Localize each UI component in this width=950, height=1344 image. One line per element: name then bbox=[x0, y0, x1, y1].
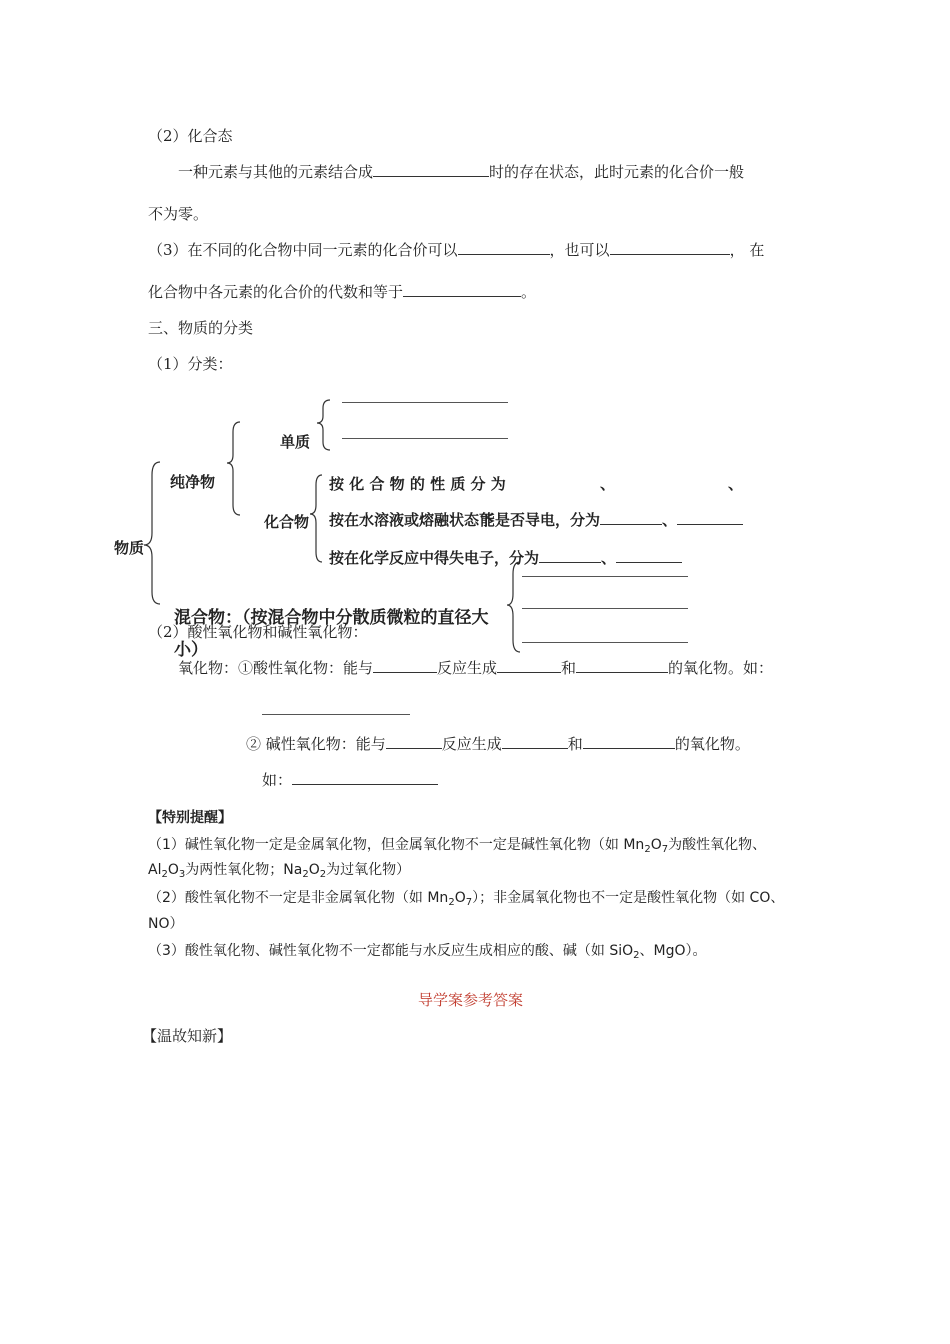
element-brace bbox=[317, 400, 330, 450]
acid-example-blank[interactable] bbox=[262, 714, 410, 715]
text: O bbox=[650, 837, 662, 853]
text: 如： bbox=[262, 771, 293, 789]
text: ，分为 bbox=[494, 549, 540, 567]
text: 为两性氧化物；Na bbox=[185, 862, 303, 878]
text: ，也可以 bbox=[549, 241, 610, 259]
text: ② 碱性氧化物：能与 bbox=[246, 735, 386, 753]
pure-brace bbox=[227, 422, 240, 515]
compound-rule-conductivity bbox=[329, 510, 743, 530]
compound-brace bbox=[310, 475, 322, 562]
mixture-blank-1[interactable] bbox=[522, 576, 688, 577]
review-heading: 【温故知新】 bbox=[142, 1027, 233, 1045]
text: 能是否导电，分为 bbox=[480, 511, 601, 529]
text: 、 bbox=[662, 511, 678, 529]
text: 、 bbox=[601, 549, 617, 567]
reminder-point-2 bbox=[148, 888, 784, 913]
blank-base-3[interactable] bbox=[583, 734, 675, 749]
text: O bbox=[308, 862, 320, 878]
element-blank-2[interactable] bbox=[342, 438, 508, 439]
text: 的氧化物。如： bbox=[668, 659, 774, 677]
sub-heading-classification: （1）分类： bbox=[148, 355, 233, 373]
subscript: 7 bbox=[661, 844, 669, 855]
text: 时的存在状态，此时元素的化合价一般 bbox=[489, 163, 745, 181]
compound-rule-properties: 按 化 合 物 的 性 质 分 为 bbox=[329, 475, 506, 493]
text: O bbox=[454, 890, 466, 906]
text: 化合物中各元素的化合价的代数和等于 bbox=[148, 283, 404, 301]
text: （1）碱性氧化物一定是金属氧化物，但金属氧化物不一定是碱性氧化物（如 Mn bbox=[148, 837, 645, 853]
subscript: 2 bbox=[302, 869, 309, 880]
blank-base-2[interactable] bbox=[502, 734, 568, 749]
heading-combined-state: （2）化合态 bbox=[148, 127, 233, 145]
subscript: 2 bbox=[633, 950, 640, 961]
blank-nonelectrolyte[interactable] bbox=[677, 510, 743, 525]
text: 的氧化物。 bbox=[674, 735, 750, 753]
compound-rule-electrons bbox=[329, 548, 682, 568]
text: 和 bbox=[561, 659, 577, 677]
text: 为过氧化物） bbox=[326, 862, 411, 878]
tree-compound: 化合物 bbox=[264, 513, 310, 531]
reminder-point-2-cont: NO） bbox=[148, 916, 184, 932]
text: 按在水溶液或熔融状态下 bbox=[329, 511, 495, 529]
text: O bbox=[167, 862, 179, 878]
separator: 、 bbox=[728, 475, 744, 493]
blank-oxidant[interactable] bbox=[539, 548, 601, 563]
text: Al bbox=[148, 862, 162, 878]
subscript: 2 bbox=[161, 869, 168, 880]
subscript: 7 bbox=[465, 897, 473, 908]
subscript: 2 bbox=[319, 869, 327, 880]
reminder-point-1 bbox=[148, 835, 766, 860]
text: （3）在不同的化合物中同一元素的化合价可以 bbox=[148, 241, 458, 259]
mixture-blank-2[interactable] bbox=[522, 608, 688, 609]
text: 、MgO）。 bbox=[639, 943, 707, 959]
acidic-oxide-line bbox=[178, 658, 773, 678]
reminder-point-3 bbox=[148, 941, 707, 966]
text: 一种元素与其他的元素结合成 bbox=[178, 163, 374, 181]
blank-acid-1[interactable] bbox=[373, 658, 437, 673]
section-heading-classification: 三、物质的分类 bbox=[148, 319, 254, 337]
blank-acid-3[interactable] bbox=[576, 658, 668, 673]
blank-base-example[interactable] bbox=[292, 770, 438, 785]
text: （2）酸性氧化物不一定是非金属氧化物（如 Mn bbox=[148, 890, 449, 906]
reminder-title: 【特别提醒】 bbox=[148, 810, 232, 826]
subscript: 2 bbox=[448, 897, 455, 908]
basic-oxide-line bbox=[246, 734, 750, 754]
basic-oxide-example bbox=[262, 770, 438, 790]
tree-pure-substance: 纯净物 bbox=[170, 473, 216, 491]
separator: 、 bbox=[600, 475, 616, 493]
blank-reductant[interactable] bbox=[616, 548, 682, 563]
text: ）；非金属氧化物也不一定是酸性氧化物（如 CO、 bbox=[472, 890, 785, 906]
text: 。 bbox=[521, 283, 537, 301]
tree-element: 单质 bbox=[280, 433, 311, 451]
subscript: 3 bbox=[178, 869, 186, 880]
blank-electrolyte[interactable] bbox=[600, 510, 662, 525]
section-heading-oxides: （2）酸性氧化物和碱性氧化物： bbox=[148, 623, 368, 641]
tree-mixture-cont: 小） bbox=[174, 640, 208, 660]
mixture-blank-3[interactable] bbox=[522, 642, 688, 643]
tree-root-substance: 物质 bbox=[114, 539, 145, 557]
text: 反应生成 bbox=[441, 735, 502, 753]
answers-title: 导学案参考答案 bbox=[418, 991, 524, 1009]
mixture-brace bbox=[507, 562, 520, 652]
tree-mixture: 混合物：（按混合物中分散质微粒的直径大 bbox=[174, 608, 489, 628]
subscript: 2 bbox=[644, 844, 651, 855]
text: （3）酸性氧化物、碱性氧化物不一定都能与水反应生成相应的酸、碱（如 SiO bbox=[148, 943, 634, 959]
text: 按在化学反应中得失电子 bbox=[329, 549, 495, 567]
text: ， 在 bbox=[729, 241, 765, 259]
text: 为酸性氧化物、 bbox=[668, 837, 767, 853]
combined-state-line2: 不为零。 bbox=[148, 205, 209, 223]
blank-acid-2[interactable] bbox=[497, 658, 561, 673]
element-blank-1[interactable] bbox=[342, 402, 508, 403]
blank-base-1[interactable] bbox=[386, 734, 442, 749]
root-brace bbox=[144, 462, 160, 604]
reminder-point-1-cont bbox=[148, 860, 410, 885]
text: 氧化物：①酸性氧化物：能与 bbox=[178, 659, 374, 677]
text: 反应生成 bbox=[437, 659, 498, 677]
text: 和 bbox=[567, 735, 583, 753]
